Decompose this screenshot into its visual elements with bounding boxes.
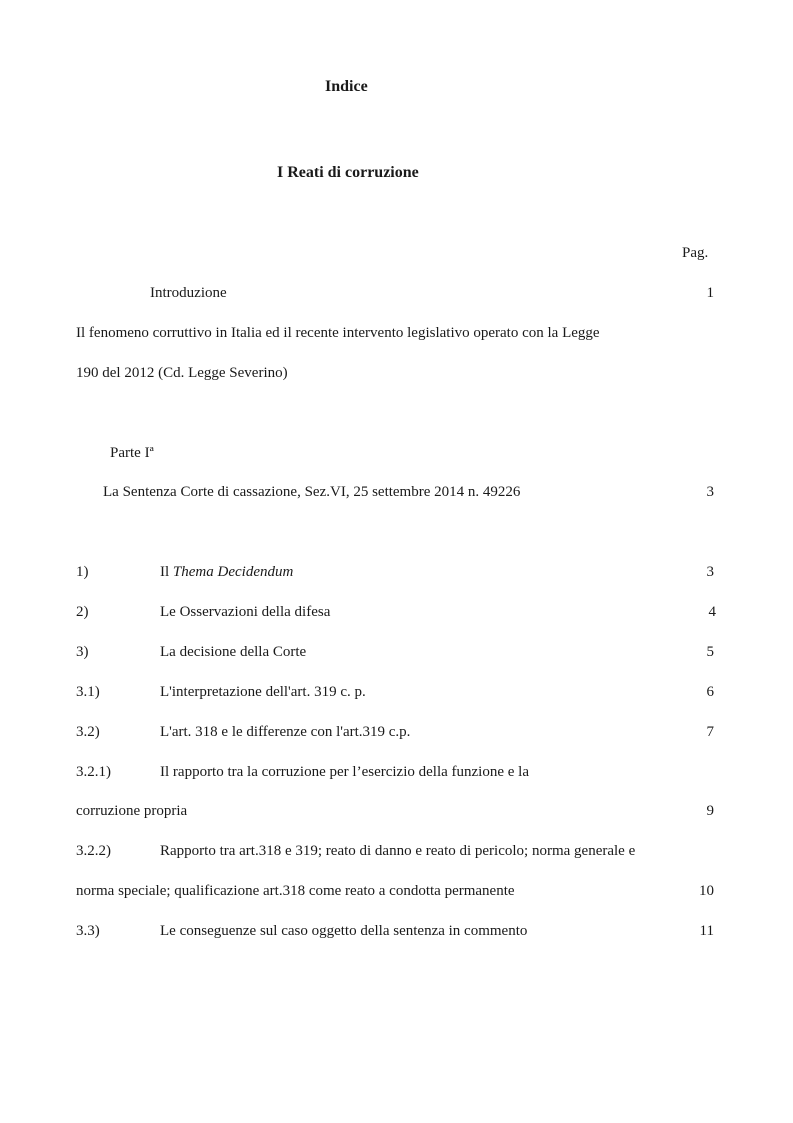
entry-page-number: 7 (706, 724, 714, 740)
entry-number: 2) (76, 604, 89, 620)
entry-page-number: 6 (706, 684, 714, 700)
entry-title-line-1: Il rapporto tra la corruzione per l’esercizio della funzione e la (160, 764, 529, 780)
entry-page-number: 10 (699, 883, 714, 899)
part-label: Parte Iª (110, 445, 154, 461)
page-column-label: Pag. (682, 245, 709, 261)
entry-title: Le Osservazioni della difesa (160, 604, 331, 620)
entry-title: Le conseguenze sul caso oggetto della sentenza in commento (160, 923, 528, 939)
entry-number: 3.1) (76, 684, 100, 700)
entry-title-line-1: Rapporto tra art.318 e 319; reato di danno e reato di pericolo; norma generale e (160, 843, 636, 859)
entry-title-line-2: norma speciale; qualificazione art.318 come reato a condotta permanente (76, 883, 515, 899)
entry-title: La decisione della Corte (160, 644, 307, 660)
part-title: La Sentenza Corte di cassazione, Sez.VI, 25 settembre 2014 n. 49226 (103, 484, 521, 500)
entry-title: L'interpretazione dell'art. 319 c. p. (160, 684, 366, 700)
entry-page-number: 11 (699, 923, 714, 939)
entry-title (160, 565, 293, 580)
page-title: Indice (325, 78, 368, 95)
entry-number: 3.2.1) (76, 764, 111, 780)
entry-page-number: 9 (706, 803, 714, 819)
entry-number: 3) (76, 644, 89, 660)
intro-description-line-2: 190 del 2012 (Cd. Legge Severino) (76, 365, 288, 381)
entry-number: 1) (76, 564, 89, 580)
entry-title-line-2: corruzione propria (76, 803, 188, 819)
entry-page-number: 4 (708, 604, 716, 620)
entry-page-number: 5 (706, 644, 714, 660)
intro-page-number: 1 (706, 285, 714, 301)
section-title: I Reati di corruzione (277, 164, 419, 181)
entry-page-number: 3 (706, 564, 714, 580)
entry-number: 3.2.2) (76, 843, 111, 859)
part-page-number: 3 (706, 484, 714, 500)
intro-label: Introduzione (150, 285, 227, 301)
entry-title: L'art. 318 e le differenze con l'art.319 c.p. (160, 724, 411, 740)
entry-number: 3.3) (76, 923, 100, 939)
intro-description-line-1: Il fenomeno corruttivo in Italia ed il recente intervento legislativo operato con la Legge (76, 325, 600, 341)
entry-title-italic: Thema Decidendum (172, 564, 294, 580)
entry-number: 3.2) (76, 724, 100, 740)
entry-title-prefix: Il (160, 564, 173, 580)
